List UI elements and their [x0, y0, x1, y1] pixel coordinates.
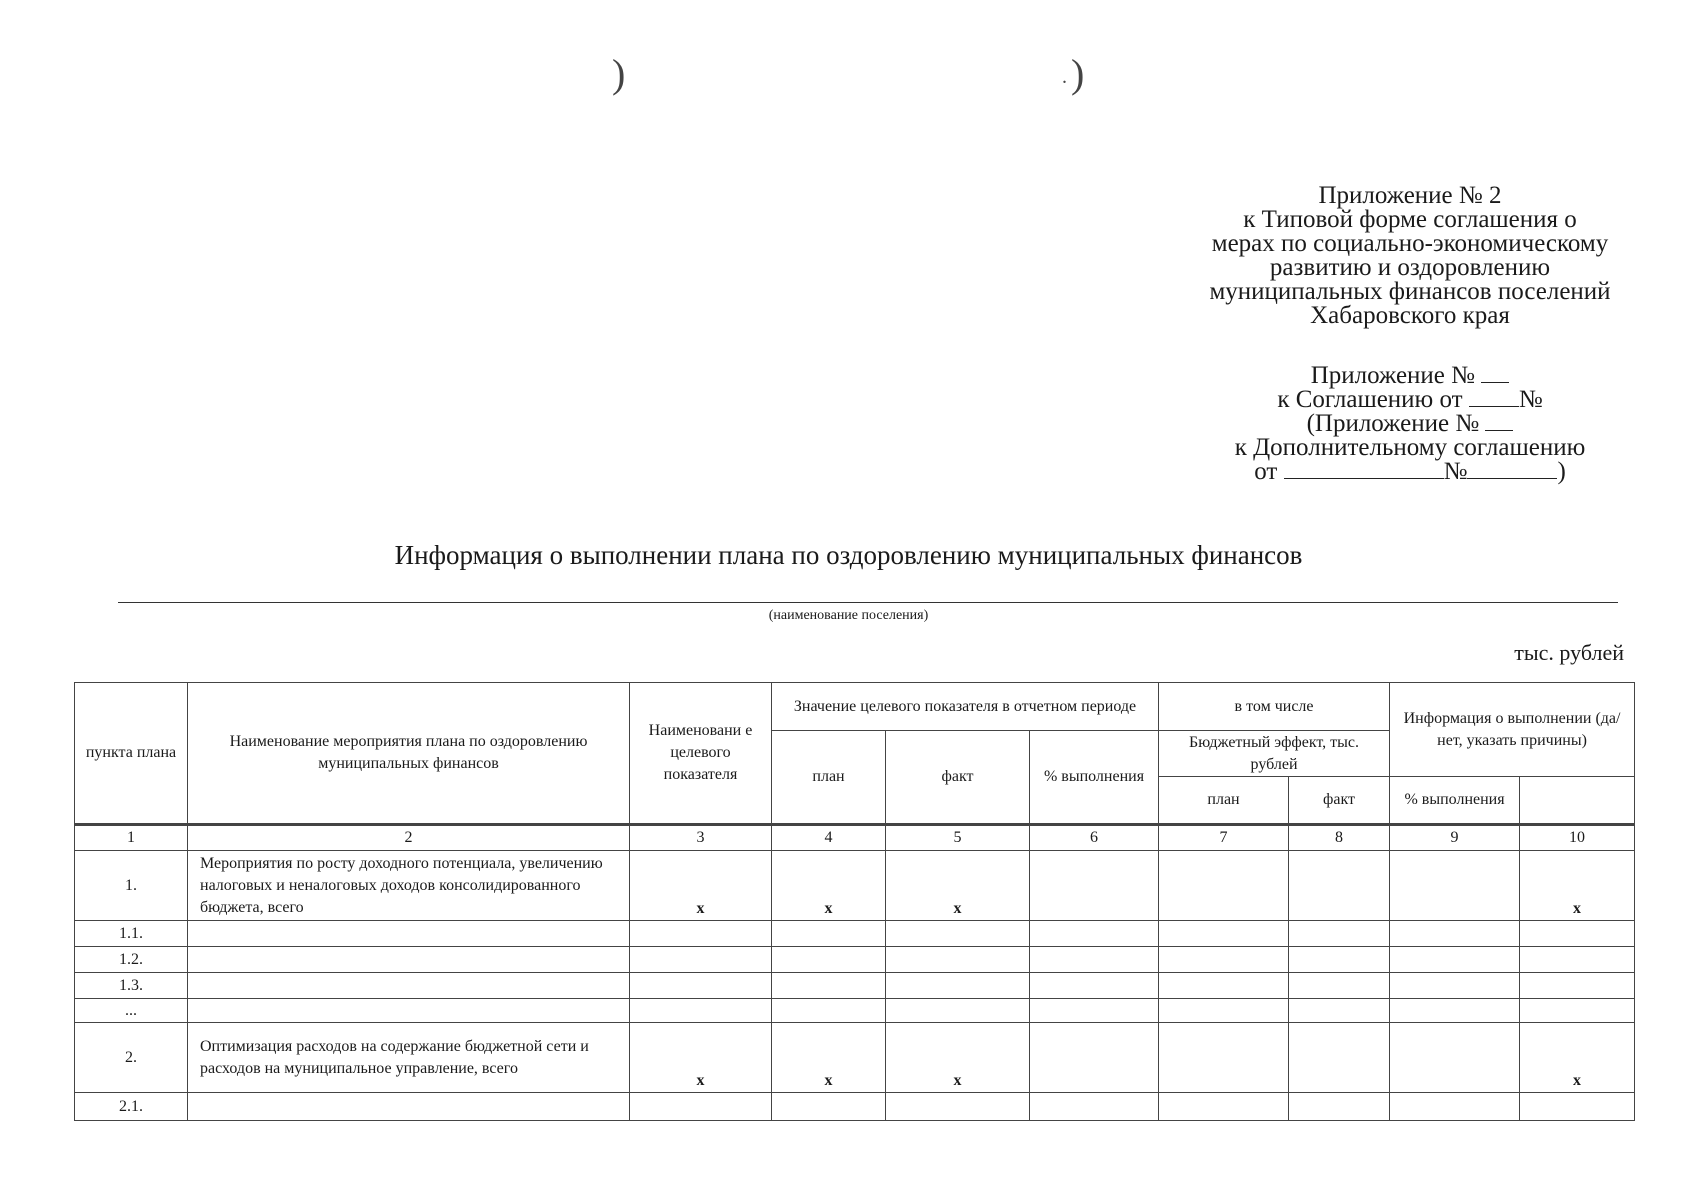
- cell-percent: [1030, 1093, 1159, 1121]
- column-number: 6: [1030, 825, 1159, 851]
- cell-fact: x: [886, 1023, 1030, 1093]
- cell-be-plan: [1159, 1023, 1289, 1093]
- header-info-blank: [1520, 777, 1635, 825]
- cell-plan: x: [772, 1023, 886, 1093]
- cell-percent: [1030, 851, 1159, 921]
- cell-indicator: x: [630, 1023, 772, 1093]
- cell-be-fact: [1289, 973, 1390, 999]
- item-number: 1.: [75, 851, 188, 921]
- item-number: ...: [75, 999, 188, 1023]
- cell-fact: [886, 947, 1030, 973]
- cell-percent: [1030, 999, 1159, 1023]
- appendix-line: к Типовой форме соглашения о: [1243, 206, 1577, 233]
- measure-name: [188, 999, 630, 1023]
- cell-info-percent: [1390, 1023, 1520, 1093]
- cell-be-fact: [1289, 1023, 1390, 1093]
- scan-bracket-mark: ): [612, 51, 626, 96]
- agreement-line: ): [1557, 458, 1566, 485]
- cell-info-percent: [1390, 921, 1520, 947]
- header-measure-name: Наименование мероприятия плана по оздоровлению муниципальных финансов: [188, 683, 630, 825]
- agreement-block: [1160, 364, 1660, 484]
- column-number: 10: [1520, 825, 1635, 851]
- item-number: 2.1.: [75, 1093, 188, 1121]
- header-be-fact: факт: [1289, 777, 1390, 825]
- header-be-plan: план: [1159, 777, 1289, 825]
- cell-indicator: [630, 1093, 772, 1121]
- appendix-line: развитию и оздоровлению: [1269, 254, 1551, 281]
- cell-be-plan: [1159, 999, 1289, 1023]
- agreement-line: №: [1443, 458, 1468, 485]
- cell-be-plan: [1159, 851, 1289, 921]
- column-number: 4: [772, 825, 886, 851]
- column-number: 3: [630, 825, 772, 851]
- item-number: 1.2.: [75, 947, 188, 973]
- document-title: Информация о выполнении плана по оздоровлению муниципальных финансов: [394, 540, 1303, 570]
- cell-indicator: x: [630, 851, 772, 921]
- measure-name: [188, 973, 630, 999]
- header-item-no: пункта плана: [75, 683, 188, 825]
- cell-fact: [886, 921, 1030, 947]
- agreement-line: (Приложение №: [1306, 410, 1480, 437]
- cell-info: x: [1520, 851, 1635, 921]
- appendix-line: мерах по социально-экономическому: [1211, 230, 1609, 257]
- item-number: 1.3.: [75, 973, 188, 999]
- cell-plan: [772, 947, 886, 973]
- table-row: [75, 921, 1635, 947]
- header-budget-effect: Бюджетный эффект, тыс. рублей: [1159, 731, 1390, 777]
- cell-plan: x: [772, 851, 886, 921]
- agreement-line: к Соглашению от: [1277, 386, 1463, 413]
- cell-info: [1520, 947, 1635, 973]
- agreement-line: Приложение №: [1310, 362, 1476, 389]
- blank-field: [1485, 412, 1513, 431]
- cell-indicator: [630, 973, 772, 999]
- cell-be-fact: [1289, 1093, 1390, 1121]
- cell-plan: [772, 999, 886, 1023]
- header-info-group: Информация о выполнении (да/нет, указать причины): [1390, 683, 1635, 777]
- cell-percent: [1030, 947, 1159, 973]
- item-number: 1.1.: [75, 921, 188, 947]
- cell-indicator: [630, 947, 772, 973]
- plan-table: [74, 682, 1635, 1121]
- cell-info-percent: [1390, 947, 1520, 973]
- measure-name: [188, 1093, 630, 1121]
- unit-label: тыс. рублей: [1514, 640, 1624, 665]
- header-info-percent: % выполнения: [1390, 777, 1520, 825]
- cell-fact: [886, 1093, 1030, 1121]
- blank-field: [1481, 364, 1509, 383]
- appendix-line: Приложение № 2: [1318, 182, 1502, 209]
- header-plan: план: [772, 731, 886, 825]
- blank-field: [1467, 460, 1557, 479]
- cell-be-plan: [1159, 921, 1289, 947]
- table-row: [75, 1093, 1635, 1121]
- cell-info: x: [1520, 1023, 1635, 1093]
- cell-plan: [772, 1093, 886, 1121]
- column-number: 9: [1390, 825, 1520, 851]
- table-row: [75, 947, 1635, 973]
- blank-field: [1469, 388, 1519, 407]
- column-number: 7: [1159, 825, 1289, 851]
- cell-plan: [772, 921, 886, 947]
- cell-info: [1520, 999, 1635, 1023]
- agreement-line: от: [1254, 458, 1278, 485]
- column-number: 1: [75, 825, 188, 851]
- cell-indicator: [630, 921, 772, 947]
- header-fact: факт: [886, 731, 1030, 825]
- cell-be-plan: [1159, 1093, 1289, 1121]
- column-number: 8: [1289, 825, 1390, 851]
- settlement-name-line: [118, 602, 1618, 603]
- cell-be-fact: [1289, 921, 1390, 947]
- cell-info-percent: [1390, 999, 1520, 1023]
- header-indicator-name: Наименовани е целевого показателя: [630, 683, 772, 825]
- header-target-value-group: Значение целевого показателя в отчетном периоде: [772, 683, 1159, 731]
- cell-info: [1520, 1093, 1635, 1121]
- cell-be-fact: [1289, 947, 1390, 973]
- cell-be-fact: [1289, 851, 1390, 921]
- appendix-block: [1160, 184, 1660, 328]
- cell-info: [1520, 921, 1635, 947]
- cell-fact: [886, 973, 1030, 999]
- appendix-line: Хабаровского края: [1310, 302, 1510, 329]
- cell-fact: [886, 999, 1030, 1023]
- table-row: [75, 999, 1635, 1023]
- column-number: 2: [188, 825, 630, 851]
- agreement-line: №: [1518, 386, 1543, 413]
- cell-percent: [1030, 921, 1159, 947]
- agreement-line: к Дополнительному соглашению: [1234, 434, 1586, 461]
- item-number: 2.: [75, 1023, 188, 1093]
- measure-name: Оптимизация расходов на содержание бюджетной сети и расходов на муниципальное управление, всего: [188, 1023, 630, 1093]
- header-percent: % выполнения: [1030, 731, 1159, 825]
- cell-info: [1520, 973, 1635, 999]
- measure-name: Мероприятия по росту доходного потенциала, увеличению налоговых и неналоговых доходов консолидированного бюджета, всего: [188, 851, 630, 921]
- cell-percent: [1030, 1023, 1159, 1093]
- table-row: [75, 851, 1635, 921]
- cell-info-percent: [1390, 973, 1520, 999]
- measure-name: [188, 947, 630, 973]
- cell-be-plan: [1159, 947, 1289, 973]
- blank-field: [1284, 460, 1444, 479]
- column-number: 5: [886, 825, 1030, 851]
- cell-info-percent: [1390, 1093, 1520, 1121]
- cell-be-plan: [1159, 973, 1289, 999]
- settlement-caption: (наименование поселения): [768, 608, 929, 623]
- cell-be-fact: [1289, 999, 1390, 1023]
- scan-bracket-mark: . ): [1062, 51, 1085, 96]
- header-including: в том числе: [1159, 683, 1390, 731]
- cell-info-percent: [1390, 851, 1520, 921]
- measure-name: [188, 921, 630, 947]
- cell-indicator: [630, 999, 772, 1023]
- cell-percent: [1030, 973, 1159, 999]
- table-row: [75, 973, 1635, 999]
- table-row: [75, 1023, 1635, 1093]
- cell-plan: [772, 973, 886, 999]
- appendix-line: муниципальных финансов поселений: [1209, 278, 1611, 305]
- cell-fact: x: [886, 851, 1030, 921]
